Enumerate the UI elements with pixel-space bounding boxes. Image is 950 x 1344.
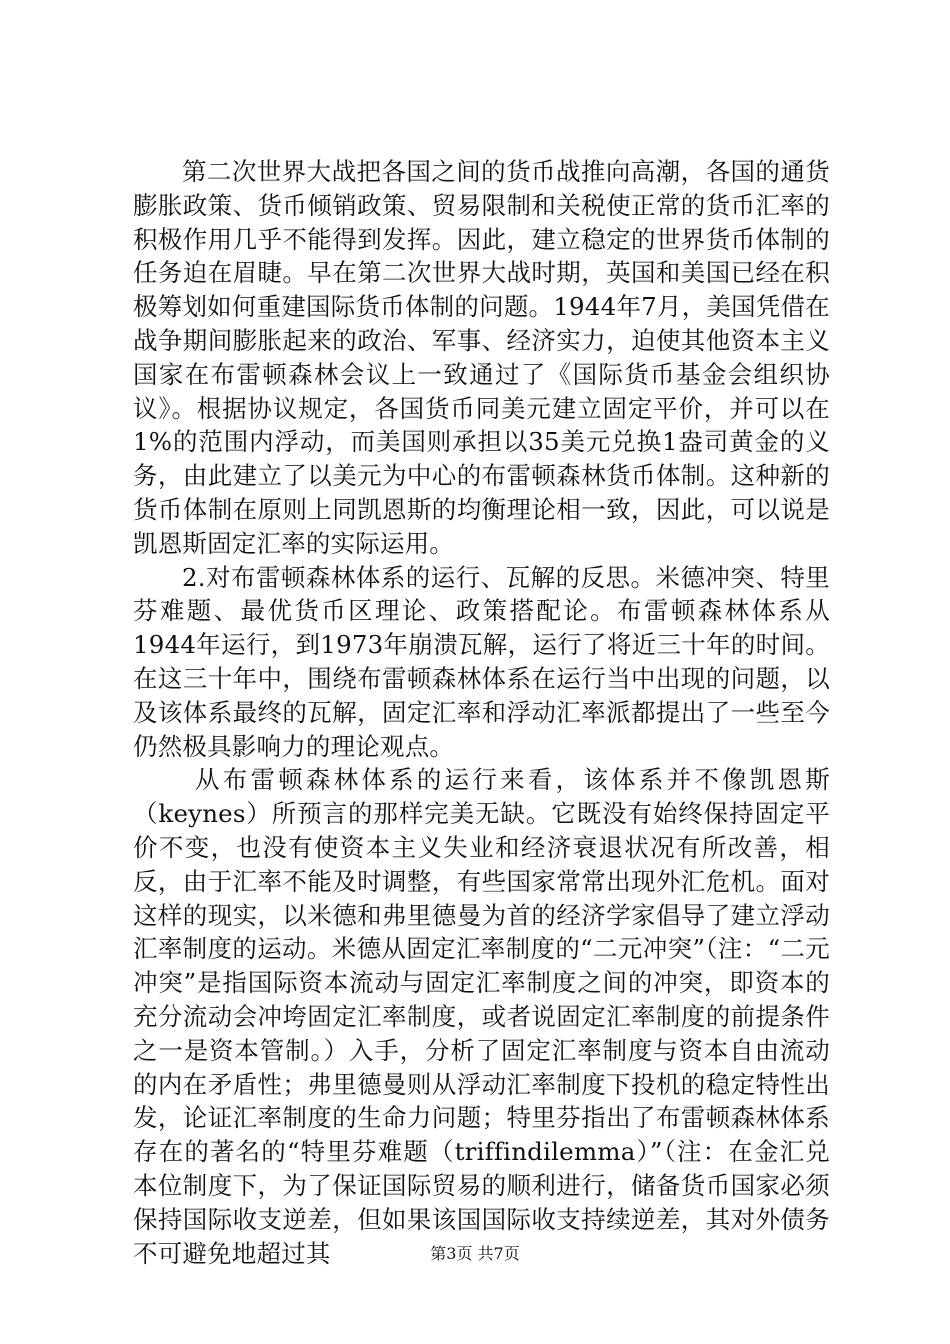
document-body <box>133 155 830 1270</box>
paragraph: 第二次世界大战把各国之间的货币战推向高潮，各国的通货膨胀政策、货币倾销政策、贸易限制和关税使正常的货币汇率的积极作用几乎不能得到发挥。因此，建立稳定的世界货币体制的任务迫在眉睫。早在第二次世界大战时期，英国和美国已经在积极筹划如何重建国际货币体制的问题。1944年7月，美国凭借在战争期间膨胀起来的政治、军事、经济实力，迫使其他资本主义国家在布雷顿森林会议上一致通过了《国际货币基金会组织协议》。根据协议规定，各国货币同美元建立固定平价，并可以在1%的范围内浮动，而美国则承担以35美元兑换1盎司黄金的义务，由此建立了以美元为中心的布雷顿森林货币体制。这种新的货币体制在原则上同凯恩斯的均衡理论相一致，因此，可以说是凯恩斯固定汇率的实际运用。 <box>133 157 830 558</box>
page-footer: 第3页 共7页 <box>430 1244 520 1263</box>
paragraph: 2.对布雷顿森林体系的运行、瓦解的反思。米德冲突、特里芬难题、最优货币区理论、政策搭配论。布雷顿森林体系从1944年运行，到1973年崩溃瓦解，运行了将近三十年的时间。在这三十年中，围绕布雷顿森林体系在运行当中出现的问题，以及该体系最终的瓦解，固定汇率和浮动汇率派都提出了一些至今仍然极具影响力的理论观点。 <box>133 562 830 761</box>
paragraph: 从布雷顿森林体系的运行来看，该体系并不像凯恩斯（keynes）所预言的那样完美无缺。它既没有始终保持固定平价不变，也没有使资本主义失业和经济衰退状况有所改善，相反，由于汇率不能及时调整，有些国家常常出现外汇危机。面对这样的现实，以米德和弗里德曼为首的经济学家倡导了建立浮动汇率制度的运动。米德从固定汇率制度的“二元冲突”（注：“二元冲突”是指国际资本流动与固定汇率制度之间的冲突，即资本的充分流动会冲垮固定汇率制度，或者说固定汇率制度的前提条件之一是资本管制。）入手，分析了固定汇率制度与资本自由流动的内在矛盾性；弗里德曼则从浮动汇率制度下投机的稳定特性出发，论证汇率制度的生命力问题；特里芬指出了布雷顿森林体系存在的著名的“特里芬难题（triffindilemma）”（注：在金汇兑本位制度下，为了保证国际贸易的顺利进行，储备货币国家必须保持国际收支逆差，但如果该国国际收支持续逆差，其对外债务不可避免地超过其 <box>133 765 830 1268</box>
